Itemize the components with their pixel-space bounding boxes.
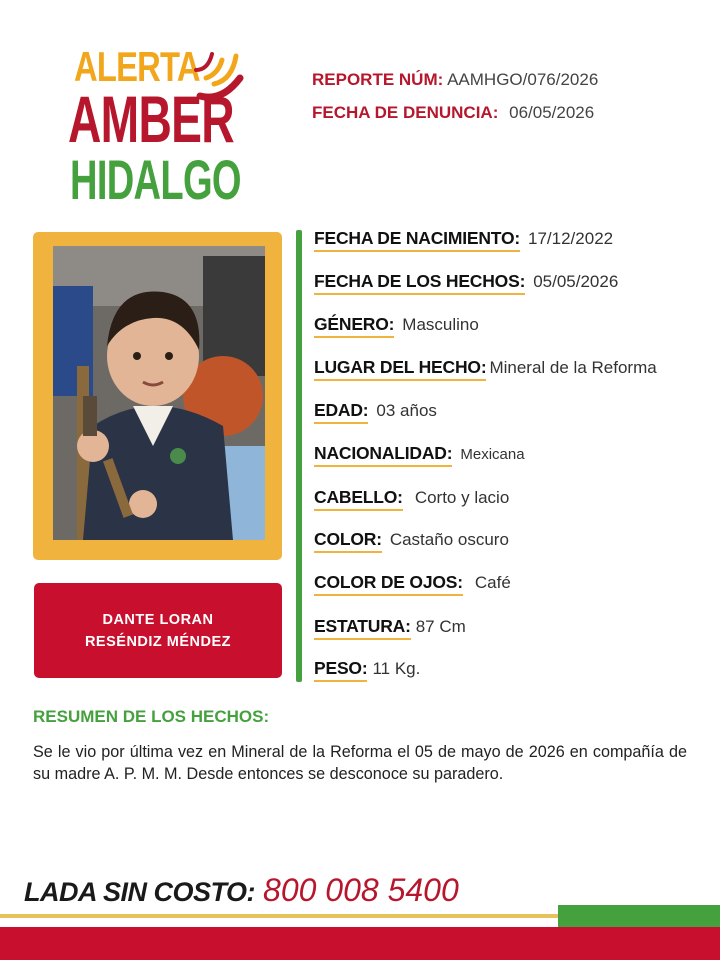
field-label: COLOR DE OJOS:	[314, 572, 463, 596]
field-color-ojos	[314, 572, 511, 602]
missing-child-photo	[53, 246, 265, 540]
toll-free-label: LADA SIN COSTO:	[24, 877, 256, 907]
field-value: Mexicana	[460, 446, 525, 463]
missing-person-name	[85, 609, 231, 653]
field-edad	[314, 400, 437, 430]
field-label: EDAD:	[314, 400, 368, 424]
report-date	[312, 103, 594, 123]
footer-gold-line	[0, 914, 558, 918]
field-genero	[314, 314, 479, 344]
report-number	[312, 70, 598, 90]
field-label: ESTATURA:	[314, 616, 411, 640]
logo-alerta-text: ALERTA	[74, 43, 200, 90]
missing-person-name-box	[34, 583, 282, 678]
toll-free-line	[24, 872, 459, 909]
field-label: COLOR:	[314, 529, 382, 553]
summary-text: Se le vio por última vez en Mineral de la Reforma el 05 de mayo de 2026 en compañía de su madre A. P. M. M. Desde entonces se desconoce su paradero.	[33, 743, 687, 783]
field-value: 11 Kg.	[372, 659, 421, 678]
alerta-amber-hidalgo-logo	[62, 40, 252, 210]
report-number-label: REPORTE NÚM:	[312, 70, 444, 89]
footer-green-strip	[558, 905, 720, 927]
logo-hidalgo-text: HIDALGO	[70, 148, 241, 211]
signal-waves-icon	[192, 44, 256, 114]
field-value: Café	[474, 573, 511, 592]
green-divider	[296, 230, 302, 682]
field-fecha-nacimiento	[314, 228, 613, 258]
field-value: 87 Cm	[415, 617, 466, 636]
report-date-label: FECHA DE DENUNCIA:	[312, 103, 499, 122]
photo-frame	[33, 232, 282, 560]
field-label: PESO:	[314, 658, 367, 682]
field-value: Castaño oscuro	[389, 530, 509, 549]
field-value: Mineral de la Reforma	[489, 358, 657, 377]
field-label: FECHA DE NACIMIENTO:	[314, 228, 520, 252]
field-nacionalidad	[314, 443, 525, 473]
field-peso	[314, 658, 420, 688]
field-value: 05/05/2026	[533, 272, 619, 291]
field-label: LUGAR DEL HECHO:	[314, 357, 486, 381]
field-label: CABELLO:	[314, 487, 403, 511]
field-estatura	[314, 616, 466, 646]
footer-red-strip	[0, 927, 720, 960]
field-color	[314, 529, 509, 559]
field-value: 03 años	[376, 401, 437, 420]
field-fecha-hechos	[314, 271, 618, 301]
field-label: NACIONALIDAD:	[314, 443, 452, 467]
field-label: GÉNERO:	[314, 314, 394, 338]
summary-title: RESUMEN DE LOS HECHOS:	[33, 707, 270, 726]
name-line-2: RESÉNDIZ MÉNDEZ	[84, 633, 232, 650]
field-value: Corto y lacio	[414, 488, 510, 507]
report-number-value: AAMHGO/076/2026	[447, 70, 599, 89]
field-lugar-hecho	[314, 357, 657, 387]
toll-free-number[interactable]: 800 008 5400	[263, 872, 459, 908]
field-value: 17/12/2022	[528, 229, 614, 248]
report-date-value: 06/05/2026	[509, 103, 595, 122]
name-line-1: DANTE LORAN	[102, 611, 214, 628]
logo-amber-text: AMBER	[68, 82, 234, 156]
field-label: FECHA DE LOS HECHOS:	[314, 271, 525, 295]
field-value: Masculino	[402, 315, 479, 334]
field-cabello	[314, 487, 509, 517]
